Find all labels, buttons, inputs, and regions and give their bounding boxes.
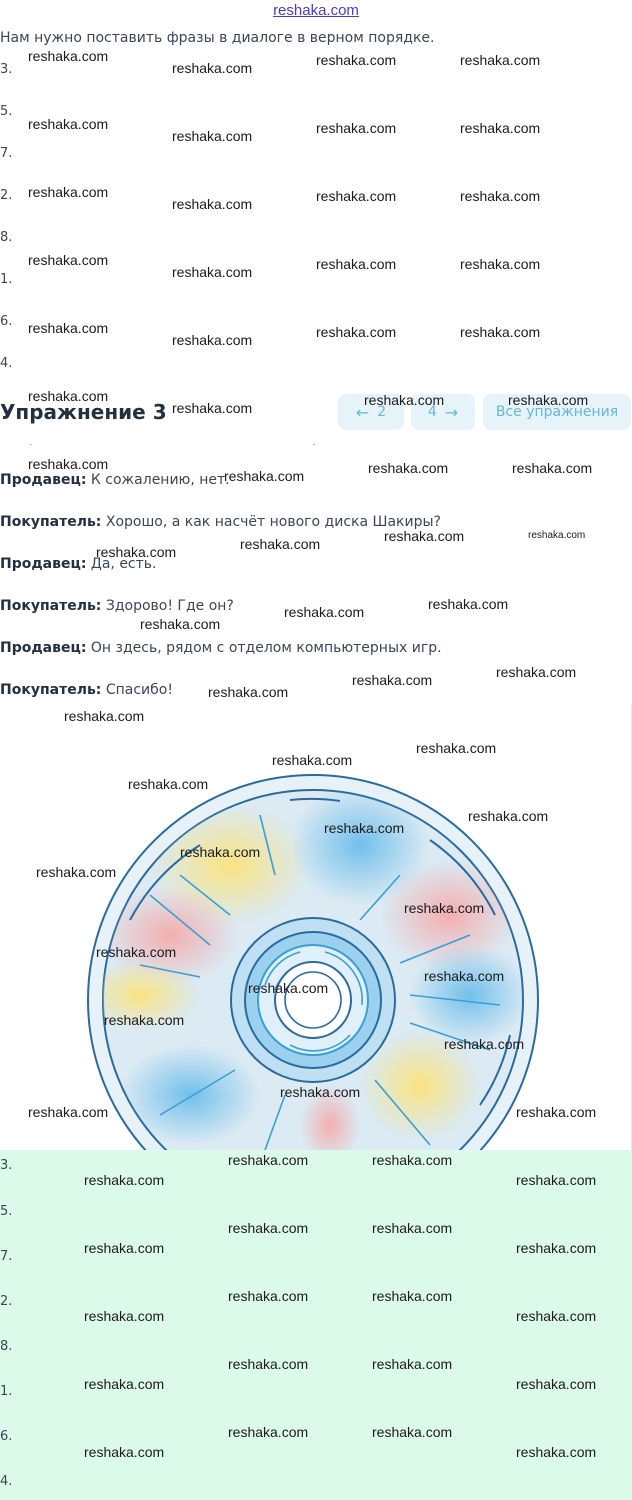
watermark: reshaka.com [28,388,109,404]
watermark: reshaka.com [528,530,586,541]
watermark: reshaka.com [496,664,577,680]
speaker-label: Покупатель: [0,682,102,698]
answer-number: 3. [0,1158,13,1173]
speaker-label: Продавец: [0,556,87,572]
watermark: reshaka.com [84,1240,165,1256]
watermark: reshaka.com [272,752,353,768]
answer-number: 2. [0,1294,13,1309]
order-number: 6. [0,314,13,329]
speaker-label: Продавец: [0,472,87,488]
watermark: reshaka.com [316,324,397,340]
dialogue-line [0,640,442,656]
watermark: reshaka.com [28,116,109,132]
watermark: reshaka.com [96,544,177,560]
watermark: reshaka.com [460,188,541,204]
watermark: reshaka.com [28,320,109,336]
watermark: reshaka.com [460,256,541,272]
watermark: reshaka.com [36,864,117,880]
watermark: reshaka.com [240,536,321,552]
watermark: reshaka.com [224,468,305,484]
watermark: reshaka.com [172,128,253,144]
watermark: reshaka.com [64,708,145,724]
prev-exercise-button[interactable] [338,394,404,430]
watermark: reshaka.com [140,616,221,632]
answer-number: 8. [0,1339,13,1354]
line-text: Да, есть. [86,556,157,572]
watermark: reshaka.com [172,196,253,212]
watermark: reshaka.com [172,332,253,348]
line-text: К сожалению, нет. [86,472,230,488]
watermark: reshaka.com [228,1220,309,1236]
watermark: reshaka.com [316,120,397,136]
watermark: reshaka.com [324,820,405,836]
line-text: Спасибо! [101,682,173,698]
watermark: reshaka.com [228,1424,309,1440]
watermark: reshaka.com [172,264,253,280]
line-text: Хорошо, а как насчёт нового диска Шакиры? [101,514,441,530]
watermark: reshaka.com [460,52,541,68]
watermark: reshaka.com [460,120,541,136]
watermark: reshaka.com [208,684,289,700]
watermark: reshaka.com [404,900,485,916]
watermark: reshaka.com [372,1356,453,1372]
watermark: reshaka.com [444,1036,525,1052]
watermark: reshaka.com [96,944,177,960]
next-exercise-label: 4 [427,404,437,420]
watermark: reshaka.com [352,672,433,688]
answer-number: 5. [0,1204,13,1219]
watermark: reshaka.com [424,968,505,984]
watermark: reshaka.com [284,604,365,620]
watermark: reshaka.com [512,460,593,476]
watermark: reshaka.com [372,1220,453,1236]
watermark: reshaka.com [316,188,397,204]
watermark: reshaka.com [384,528,465,544]
watermark: reshaka.com [372,1152,453,1168]
order-number: 3. [0,62,13,77]
watermark: reshaka.com [104,1012,185,1028]
watermark: reshaka.com [428,596,509,612]
watermark: reshaka.com [372,1288,453,1304]
cd-disc-graphic [0,705,632,1150]
watermark: reshaka.com [228,1288,309,1304]
all-exercises-label: Все упражнения [495,404,619,420]
watermark: reshaka.com [368,460,449,476]
watermark: reshaka.com [228,1152,309,1168]
watermark: reshaka.com [508,392,589,408]
watermark: reshaka.com [228,1356,309,1372]
speaker-label: Покупатель: [0,514,102,530]
watermark: reshaka.com [84,1376,165,1392]
order-number: 4. [0,356,13,371]
watermark: reshaka.com [28,48,109,64]
next-exercise-button[interactable] [411,394,475,430]
speaker-label: Продавец: [0,640,87,656]
dialogue-line [0,598,234,614]
watermark: reshaka.com [128,776,209,792]
watermark: reshaka.com [516,1376,597,1392]
watermark: reshaka.com [84,1308,165,1324]
site-logo-link[interactable]: reshaka.com [273,2,359,19]
watermark: reshaka.com [516,1240,597,1256]
watermark: reshaka.com [172,400,253,416]
watermark: reshaka.com [84,1444,165,1460]
watermark: reshaka.com [460,324,541,340]
arrow-right-icon: → [444,402,459,422]
arrow-left-icon: ← [355,402,370,422]
watermark: reshaka.com [372,1424,453,1440]
answer-number: 1. [0,1384,13,1399]
exercise-title: Упражнение 3 [0,400,167,424]
watermark: reshaka.com [180,844,261,860]
watermark: reshaka.com [516,1308,597,1324]
watermark: reshaka.com [28,184,109,200]
answer-number: 6. [0,1429,13,1444]
watermark: reshaka.com [516,1444,597,1460]
watermark: reshaka.com [84,1172,165,1188]
watermark: reshaka.com [172,60,253,76]
line-text: Здорово! Где он? [101,598,234,614]
order-number: 7. [0,146,13,161]
divider-mark [313,444,315,445]
answer-number: 7. [0,1249,13,1264]
watermark: reshaka.com [28,1104,109,1120]
watermark: reshaka.com [28,456,109,472]
watermark: reshaka.com [364,392,445,408]
watermark: reshaka.com [28,252,109,268]
dialogue-line [0,682,173,698]
order-number: 2. [0,188,13,203]
line-text: Он здесь, рядом с отделом компьютерных игр. [86,640,442,656]
order-number: 1. [0,272,13,287]
watermark: reshaka.com [416,740,497,756]
watermark: reshaka.com [316,256,397,272]
answer-panel [0,1150,632,1500]
divider-mark [30,444,32,445]
dialogue-line [0,556,157,572]
speaker-label: Покупатель: [0,598,102,614]
answer-number: 4. [0,1474,13,1489]
watermark: reshaka.com [468,808,549,824]
dialogue-line [0,514,441,530]
watermark: reshaka.com [248,980,329,996]
watermark: reshaka.com [316,52,397,68]
order-number: 8. [0,230,13,245]
prev-exercise-label: 2 [377,404,387,420]
watermark: reshaka.com [516,1104,597,1120]
order-number: 5. [0,104,13,119]
cd-disc-illustration [0,705,632,1150]
all-exercises-button[interactable] [483,394,631,430]
watermark: reshaka.com [516,1172,597,1188]
watermark: reshaka.com [280,1084,361,1100]
task-intro: Нам нужно поставить фразы в диалоге в верном порядке. [0,30,435,46]
dialogue-line [0,472,230,488]
exercise-header [0,394,632,434]
